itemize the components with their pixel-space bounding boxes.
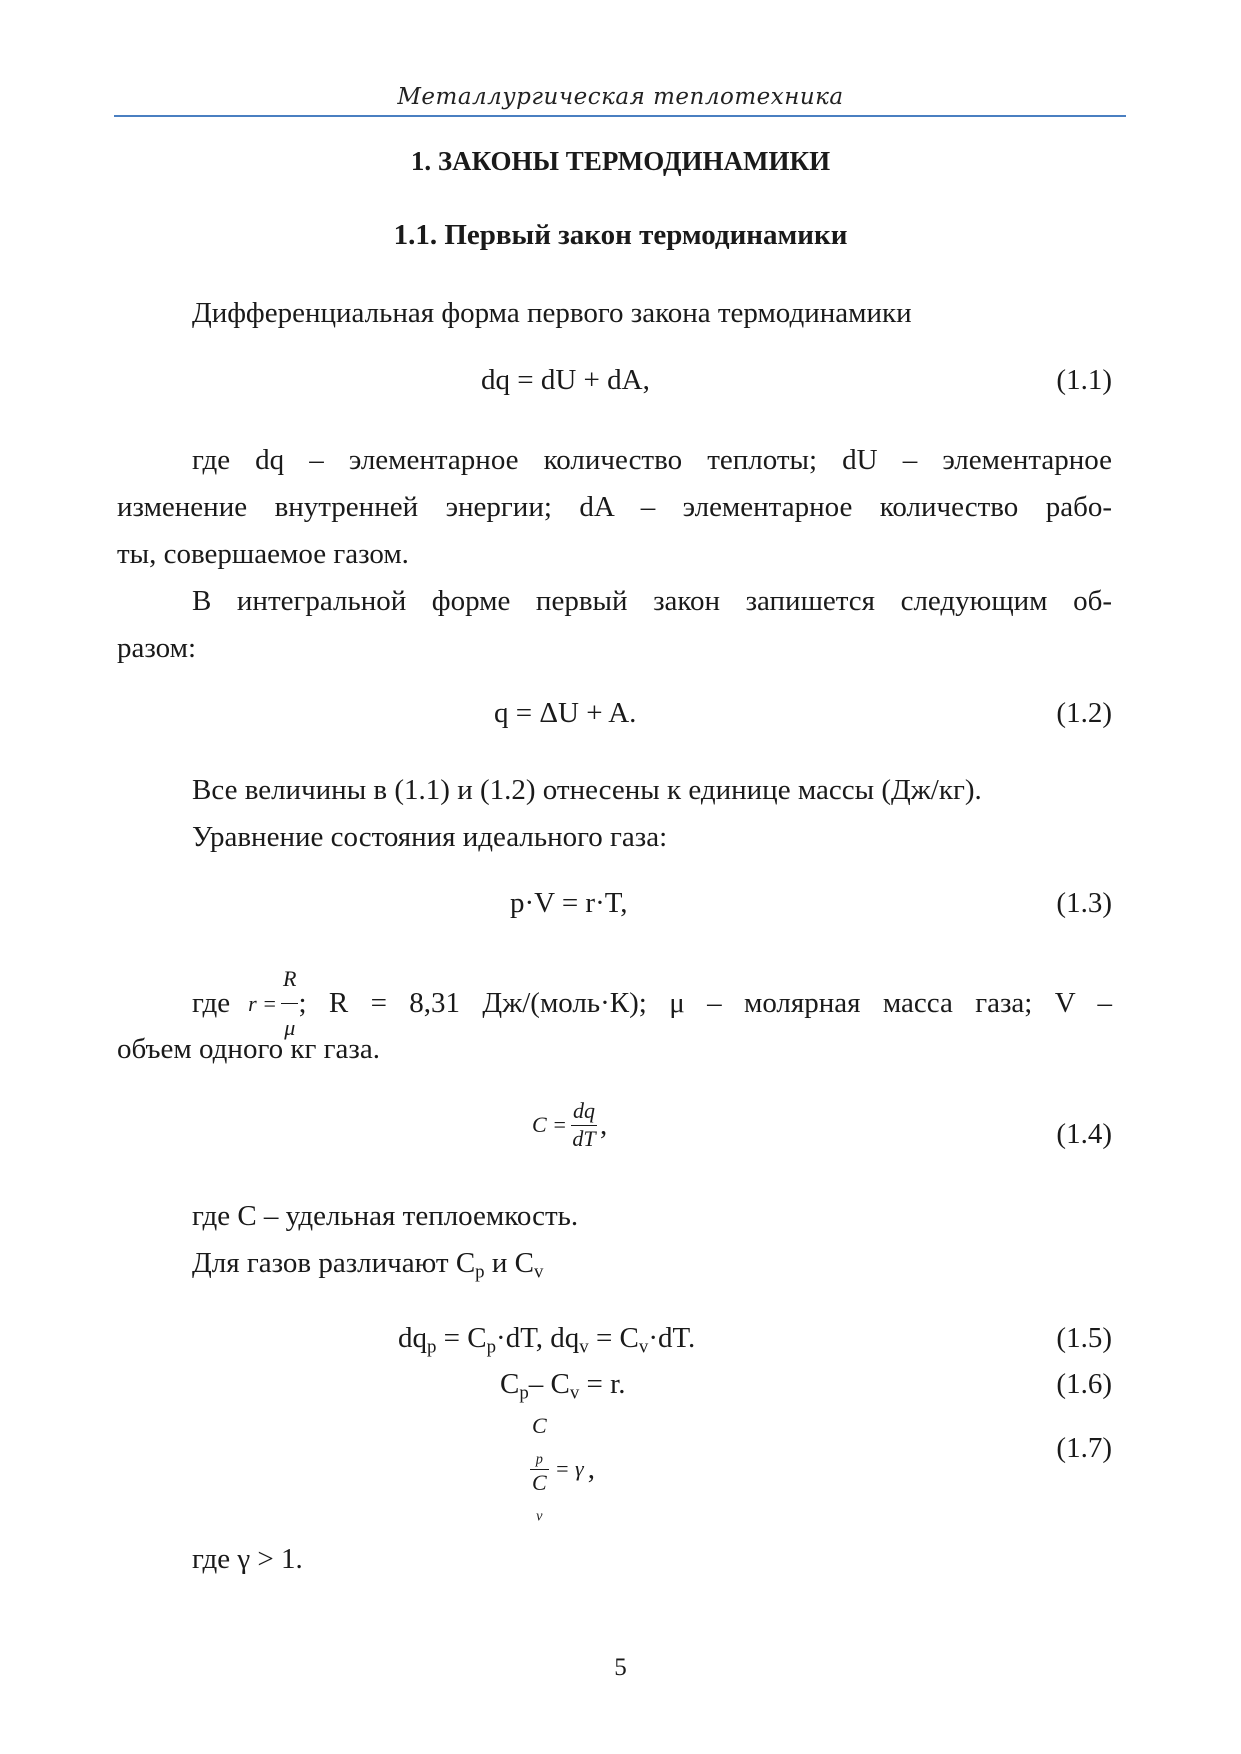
eq15-sub-a: p: [427, 1336, 437, 1358]
equation-1-4-lhs: C =: [532, 1112, 568, 1137]
inline-r-numerator: R: [281, 955, 298, 1004]
equation-1-4: [532, 1098, 607, 1152]
eq15-sub-c: v: [579, 1336, 589, 1358]
paragraph-units: Все величины в (1.1) и (1.2) отнесены к единице массы (Дж/кг).: [192, 774, 982, 806]
eq15-sub-d: v: [638, 1336, 649, 1358]
equation-1-3-number: (1.3): [1056, 887, 1112, 919]
paragraph-heat-capacity: где C – удельная теплоемкость.: [192, 1200, 579, 1232]
equation-1-7: [530, 1413, 595, 1526]
running-header-title: Металлургическая теплотехника: [397, 84, 844, 110]
eq15-sub-b: p: [486, 1336, 497, 1358]
equation-1-2: q = ΔU + A.: [494, 697, 637, 729]
eq15-part-d: = C: [588, 1322, 639, 1354]
eq16-part-b: – C: [528, 1368, 570, 1400]
cv-sub: v: [533, 1261, 544, 1283]
paragraph-integral-line1: В интегральной форме первый закон запишется следующим об-: [192, 585, 1112, 617]
paragraph-definitions-line2: изменение внутренней энергии; dA – элементарное количество рабо-: [117, 491, 1112, 523]
paragraph-gas-constant-line2: объем одного кг газа.: [117, 1033, 380, 1065]
section-title: 1.1. Первый закон термодинамики: [393, 219, 848, 251]
equation-1-7-comma: ,: [587, 1452, 595, 1485]
eq15-part-b: = C: [436, 1322, 487, 1354]
equation-1-6: [500, 1368, 625, 1405]
paragraph-integral-line2: разом:: [117, 632, 197, 664]
equation-1-1-number: (1.1): [1056, 364, 1112, 396]
equation-1-5: [398, 1322, 695, 1359]
equation-1-4-fraction: [571, 1098, 597, 1152]
eq16-part-a: C: [500, 1368, 520, 1400]
eq15-part-c: ·dT, dq: [496, 1322, 580, 1354]
paragraph-definitions-line3: ты, совершаемое газом.: [117, 538, 409, 570]
eq17-den-main: C: [532, 1470, 547, 1496]
equation-1-7-denominator: [530, 1470, 549, 1525]
cp-cv-mid: и C: [484, 1247, 534, 1279]
gas-constant-text: ; R = 8,31 Дж/(моль·К); μ – молярная масса газа; V –: [298, 986, 1112, 1019]
eq17-num-sub: p: [535, 1451, 543, 1468]
page-number: 5: [614, 1654, 627, 1681]
equation-1-2-number: (1.2): [1056, 697, 1112, 729]
eq15-part-e: ·dT.: [648, 1322, 696, 1354]
equation-1-1: dq = dU + dA,: [481, 364, 650, 396]
paragraph-intro: Дифференциальная форма первого закона термодинамики: [192, 297, 912, 329]
cp-cv-prefix: Для газов различают C: [192, 1247, 476, 1279]
equation-1-4-numerator: dq: [571, 1098, 597, 1126]
eq16-sub-b: v: [569, 1382, 580, 1404]
equation-1-7-numerator: [530, 1413, 549, 1470]
equation-1-7-number: (1.7): [1056, 1432, 1112, 1464]
paragraph-state-equation: Уравнение состояния идеального газа:: [192, 821, 668, 853]
equation-1-3: p·V = r·T,: [510, 887, 628, 919]
eq16-part-c: = r.: [579, 1368, 626, 1400]
eq17-den-sub: v: [536, 1508, 543, 1525]
equation-1-4-number: (1.4): [1056, 1118, 1112, 1150]
header-divider: [114, 115, 1126, 117]
paragraph-gamma: где γ > 1.: [192, 1543, 303, 1575]
inline-r-lhs: r =: [248, 990, 277, 1016]
cp-sub: p: [475, 1261, 485, 1283]
equation-1-7-rhs: = γ: [554, 1456, 584, 1482]
equation-1-5-number: (1.5): [1056, 1322, 1112, 1354]
equation-1-7-fraction: [530, 1413, 549, 1526]
eq17-num-main: C: [532, 1413, 547, 1438]
inline-r-denominator: μ: [284, 1015, 296, 1040]
equation-1-4-denominator: dT: [572, 1126, 596, 1151]
paragraph-definitions-line1: где dq – элементарное количество теплоты; dU – элементарное: [192, 444, 1112, 476]
eq15-part-a: dq: [398, 1322, 427, 1354]
chapter-title: 1. ЗАКОНЫ ТЕРМОДИНАМИКИ: [410, 146, 831, 176]
paragraph-cp-cv: [192, 1240, 543, 1296]
equation-1-4-comma: ,: [600, 1108, 608, 1141]
equation-1-6-number: (1.6): [1056, 1368, 1112, 1400]
where-word: где: [192, 986, 231, 1019]
eq16-sub-a: p: [519, 1382, 529, 1404]
